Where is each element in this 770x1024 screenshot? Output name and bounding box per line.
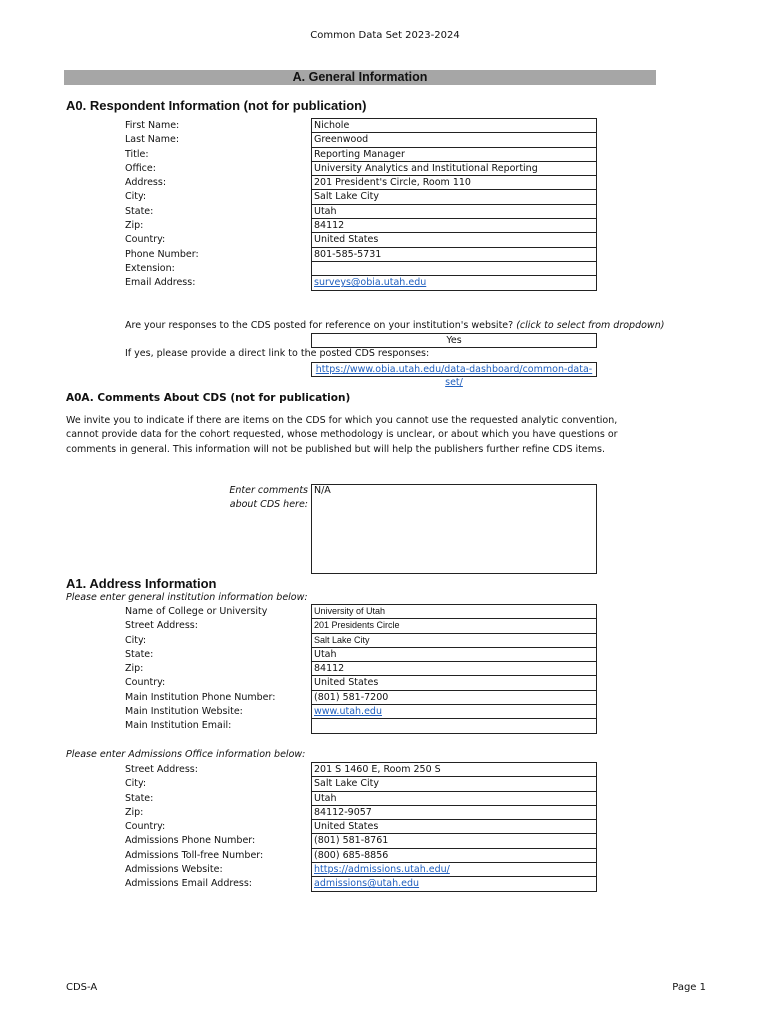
- field-value[interactable]: United States: [312, 676, 596, 690]
- field-label: Street Address:: [125, 620, 198, 632]
- comments-label-line: Enter comments: [229, 485, 308, 496]
- field-label: Country:: [125, 821, 166, 833]
- admissions-values-table: [311, 762, 597, 892]
- field-label: Country:: [125, 677, 166, 689]
- field-value[interactable]: [312, 705, 596, 719]
- field-value[interactable]: 201 Presidents Circle: [312, 619, 596, 633]
- field-value[interactable]: Salt Lake City: [312, 190, 596, 204]
- field-label: City:: [125, 634, 147, 646]
- footer-left: CDS-A: [66, 982, 98, 993]
- a1-heading: A1. Address Information: [66, 576, 217, 591]
- intro-line: We invite you to indicate if there are items on the CDS for which you cannot use the requested analytic convention,: [66, 415, 618, 426]
- field-label: Country:: [125, 234, 166, 246]
- comments-textarea[interactable]: N/A: [311, 484, 597, 574]
- field-value[interactable]: [312, 863, 596, 877]
- general-labels: [125, 605, 310, 734]
- footer-right: Page 1: [672, 982, 706, 993]
- a0a-heading: A0A. Comments About CDS (not for publication): [66, 392, 351, 404]
- field-label: Admissions Website:: [125, 864, 223, 876]
- field-label: Admissions Phone Number:: [125, 835, 256, 847]
- admissions-labels: [125, 763, 310, 892]
- field-link[interactable]: www.utah.edu: [314, 706, 382, 718]
- section-title-bar: A. General Information: [64, 70, 656, 85]
- admissions-prompt: Please enter Admissions Office information below:: [66, 749, 306, 760]
- field-label: State:: [125, 792, 154, 804]
- field-label: First Name:: [125, 120, 180, 131]
- field-label: Admissions Toll-free Number:: [125, 849, 264, 861]
- field-label: Main Institution Email:: [125, 720, 232, 732]
- a0a-intro: [66, 414, 666, 457]
- field-value[interactable]: University of Utah: [312, 605, 596, 619]
- cds-posted-question: [125, 319, 664, 333]
- field-label: Title:: [125, 148, 149, 160]
- field-value[interactable]: Reporting Manager: [312, 148, 596, 162]
- field-value[interactable]: United States: [312, 820, 596, 834]
- field-value[interactable]: [312, 276, 596, 290]
- general-prompt: Please enter general institution information below:: [66, 592, 308, 603]
- field-value[interactable]: [312, 719, 596, 733]
- field-value[interactable]: United States: [312, 233, 596, 247]
- a0-labels: [125, 119, 310, 291]
- field-value[interactable]: Greenwood: [312, 133, 596, 147]
- comments-label: [200, 484, 308, 513]
- field-link[interactable]: admissions@utah.edu: [314, 878, 420, 890]
- page-header: Common Data Set 2023-2024: [310, 30, 460, 41]
- field-value[interactable]: Nichole: [312, 119, 596, 133]
- field-label: Zip:: [125, 663, 144, 675]
- field-link[interactable]: surveys@obia.utah.edu: [314, 277, 427, 289]
- intro-line: cannot provide data for the cohort requested, whose methodology is unclear, or about which you have questions or: [66, 429, 618, 441]
- field-value[interactable]: (800) 685-8856: [312, 849, 596, 863]
- field-value[interactable]: Utah: [312, 792, 596, 806]
- field-value[interactable]: [312, 877, 596, 891]
- field-value[interactable]: Utah: [312, 648, 596, 662]
- cds-posted-dropdown[interactable]: Yes: [311, 333, 597, 348]
- field-label: Address:: [125, 177, 167, 189]
- field-value[interactable]: 84112-9057: [312, 806, 596, 820]
- field-value[interactable]: Salt Lake City: [312, 777, 596, 791]
- a0-heading: A0. Respondent Information (not for publication): [66, 98, 367, 113]
- field-value[interactable]: University Analytics and Institutional Reporting: [312, 162, 596, 176]
- field-value[interactable]: 801-585-5731: [312, 248, 596, 262]
- field-value[interactable]: 84112: [312, 219, 596, 233]
- cds-posted-question-text: Are your responses to the CDS posted for reference on your institution's website?: [125, 320, 514, 331]
- field-label: Main Institution Website:: [125, 706, 243, 718]
- cds-posted-hint: (click to select from dropdown): [516, 320, 665, 331]
- field-value[interactable]: Salt Lake City: [312, 634, 596, 648]
- field-value[interactable]: 201 S 1460 E, Room 250 S: [312, 763, 596, 777]
- field-label: City:: [125, 191, 147, 203]
- field-label: Extension:: [125, 262, 175, 274]
- field-value[interactable]: Utah: [312, 205, 596, 219]
- cds-link-question: If yes, please provide a direct link to the posted CDS responses:: [125, 348, 430, 359]
- field-label: Office:: [125, 162, 156, 174]
- field-value[interactable]: [312, 262, 596, 276]
- intro-line: comments in general. This information will not be published but will help the publishers further refine CDS items.: [66, 443, 605, 455]
- field-label: Street Address:: [125, 764, 198, 775]
- field-value[interactable]: (801) 581-7200: [312, 691, 596, 705]
- general-values-table: [311, 604, 597, 734]
- field-value[interactable]: 84112: [312, 662, 596, 676]
- field-label: State:: [125, 205, 154, 217]
- field-label: Main Institution Phone Number:: [125, 691, 276, 703]
- field-label: Zip:: [125, 806, 144, 818]
- field-value[interactable]: 201 President's Circle, Room 110: [312, 176, 596, 190]
- field-label: City:: [125, 778, 147, 790]
- field-label: State:: [125, 648, 154, 660]
- cds-link-field: [311, 362, 597, 388]
- field-value[interactable]: (801) 581-8761: [312, 834, 596, 848]
- field-label: Last Name:: [125, 134, 180, 146]
- field-link[interactable]: https://admissions.utah.edu/: [314, 864, 450, 876]
- cds-link[interactable]: https://www.obia.utah.edu/data-dashboard/common-data-set/: [315, 364, 593, 388]
- field-label: Phone Number:: [125, 248, 199, 260]
- comments-label-line: about CDS here:: [229, 499, 308, 511]
- a0-values-table: [311, 118, 597, 291]
- field-label: Email Address:: [125, 277, 196, 289]
- field-label: Zip:: [125, 220, 144, 232]
- field-label: Name of College or University: [125, 606, 268, 617]
- field-label: Admissions Email Address:: [125, 878, 253, 890]
